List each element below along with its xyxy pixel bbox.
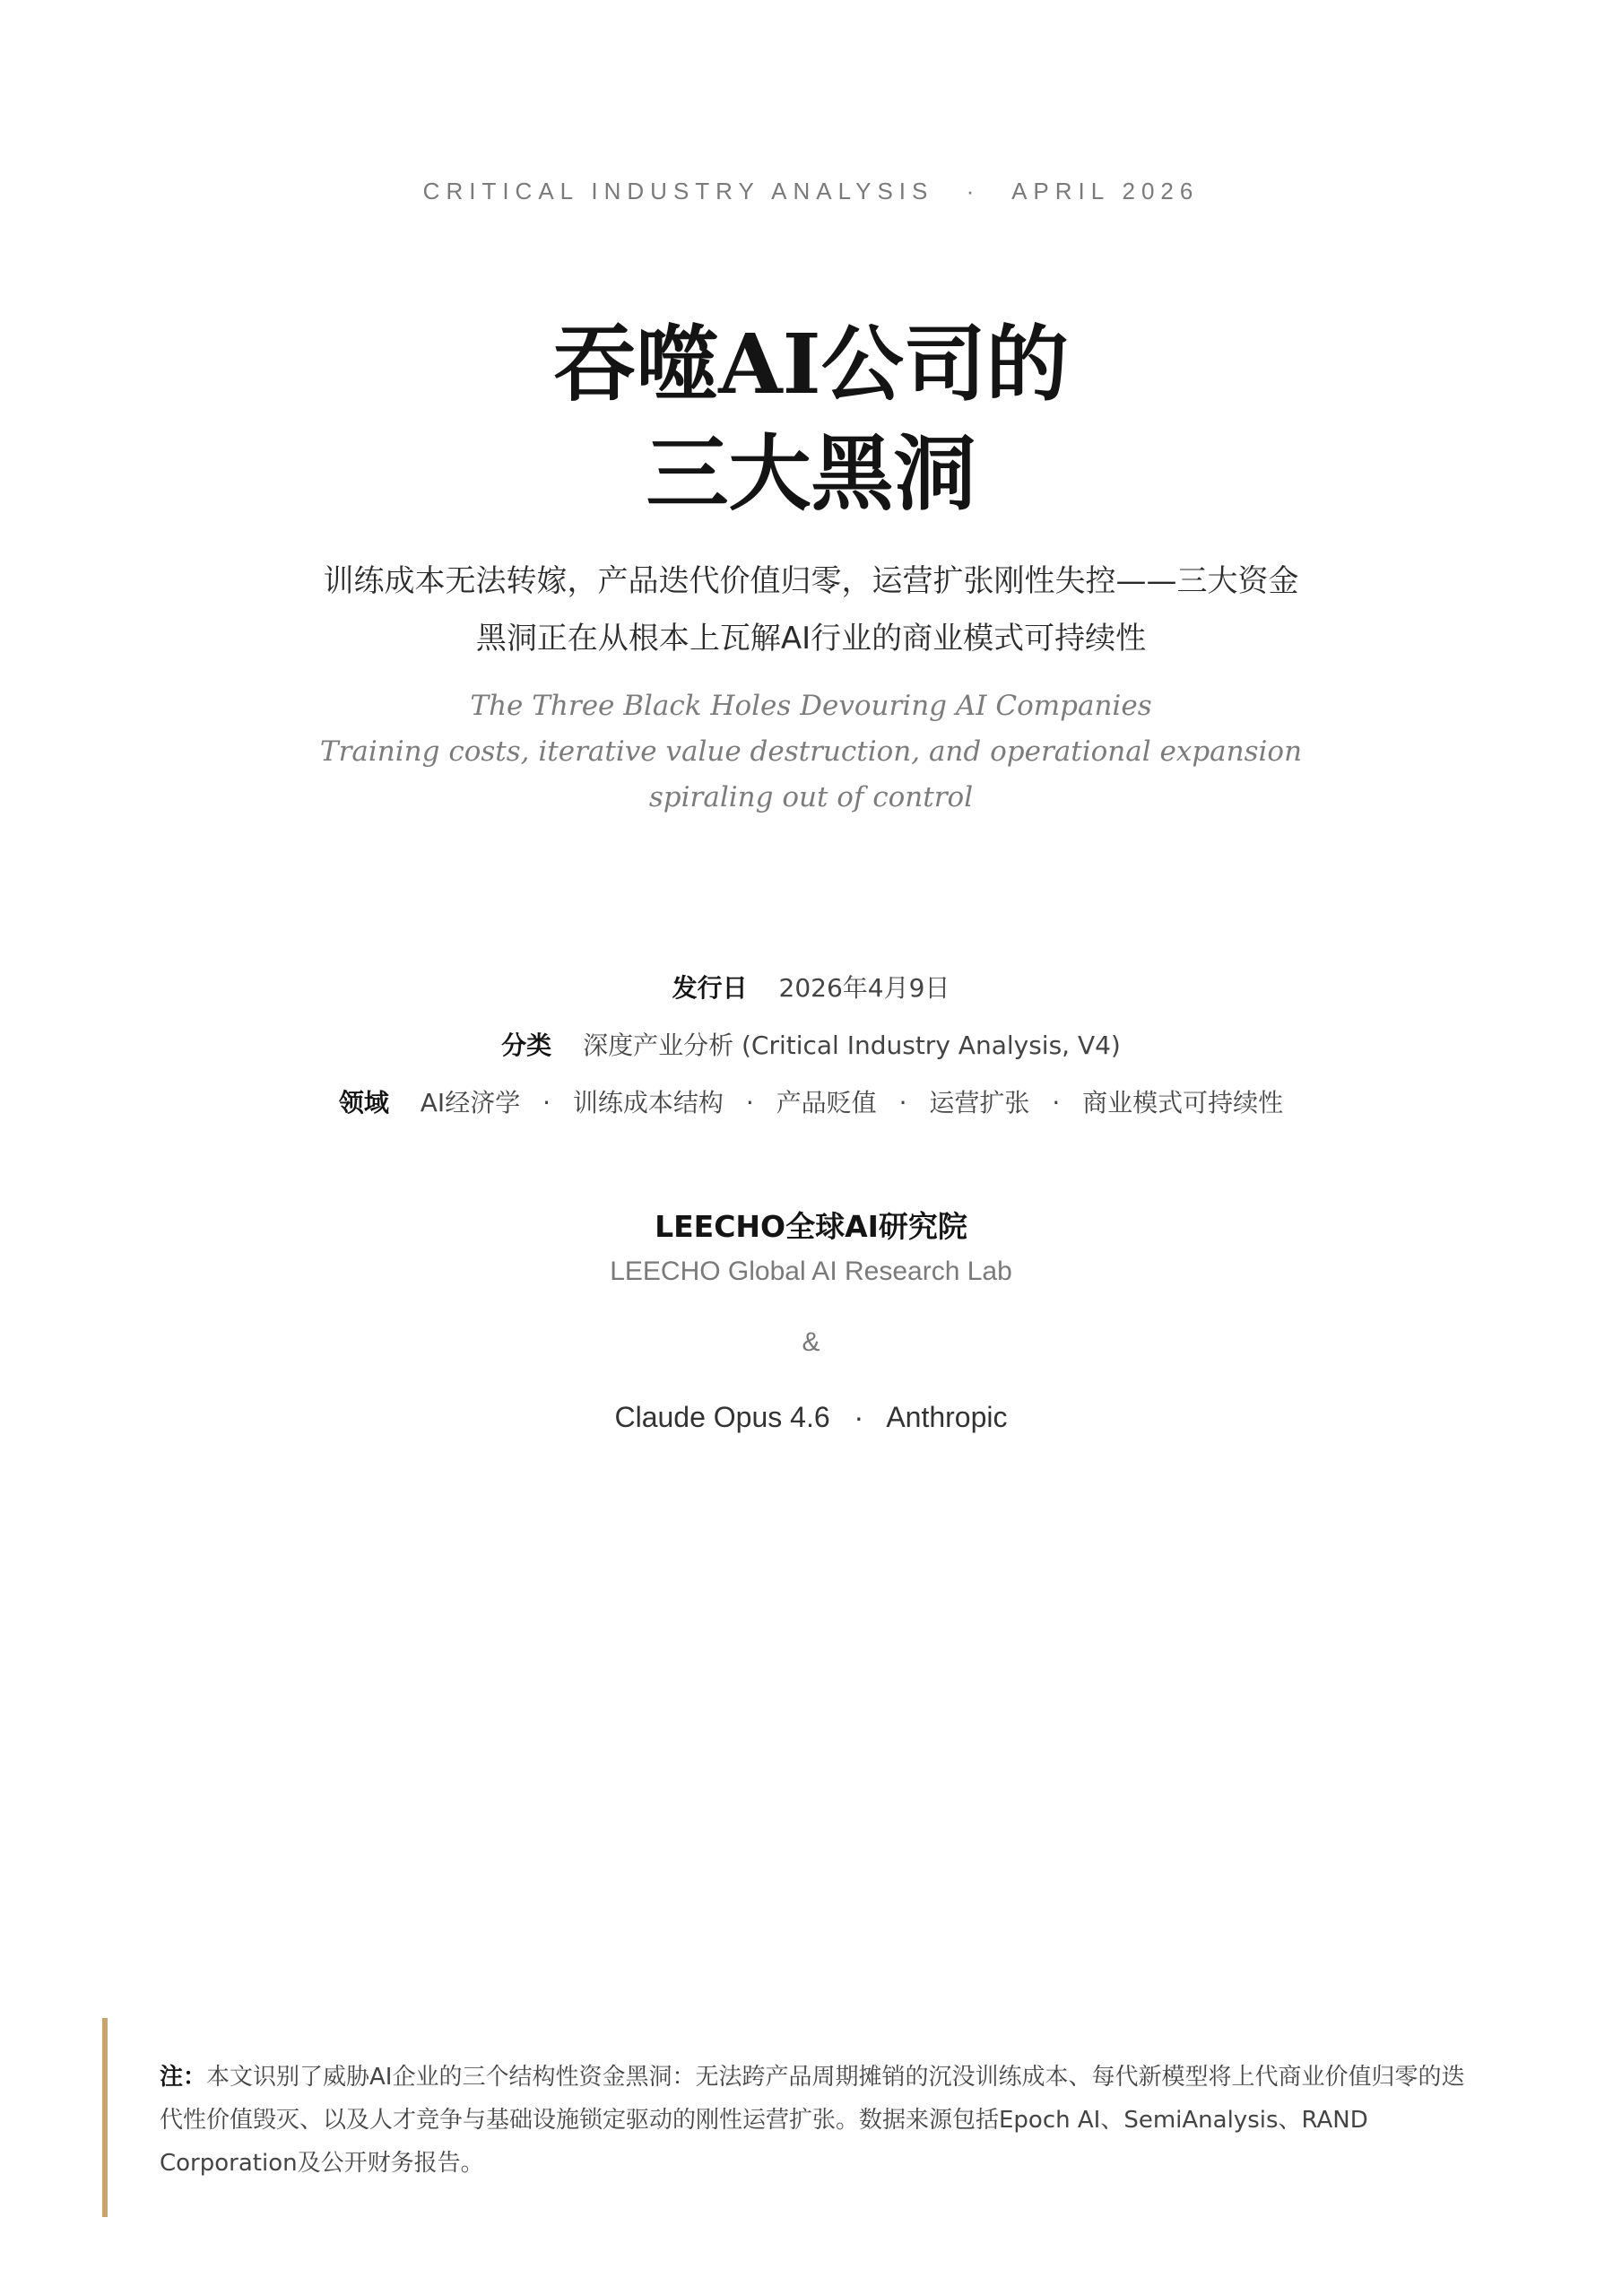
metadata-block (0, 960, 1622, 1132)
kicker-date: APRIL 2026 (1011, 178, 1200, 204)
meta-date-value: 2026年4月9日 (778, 973, 950, 1003)
title-line-1: 吞噬AI公司的 (553, 316, 1069, 413)
meta-row-date (0, 960, 1622, 1017)
collaborator-company: Anthropic (886, 1401, 1008, 1433)
kicker-category: CRITICAL INDUSTRY ANALYSIS (422, 178, 934, 204)
meta-domain-item: 商业模式可持续性 (1082, 1088, 1284, 1118)
collaborator-line (0, 1401, 1622, 1434)
note-label: 注： (160, 2064, 207, 2091)
meta-category-label: 分类 (501, 1031, 552, 1060)
organization-name-english: LEECHO Global AI Research Lab (610, 1257, 1012, 1286)
collaborator-separator: · (854, 1401, 864, 1433)
meta-date-label: 发行日 (672, 973, 748, 1003)
meta-domain-dot: · (542, 1088, 551, 1118)
kicker-separator: · (966, 178, 981, 204)
meta-domain-item: 训练成本结构 (572, 1088, 724, 1118)
meta-domain-label: 领域 (338, 1088, 389, 1118)
subtitle-english-line-2: Training costs, iterative value destruction, and operational expansion spiraling out of control (319, 735, 1303, 813)
organization-name-chinese: LEECHO全球AI研究院 (655, 1209, 967, 1244)
meta-domain-dot: · (898, 1088, 907, 1118)
meta-domain-item: 运营扩张 (929, 1088, 1030, 1118)
note-body (160, 2056, 1474, 2185)
organization-block (0, 1202, 1622, 1292)
meta-row-domain (0, 1074, 1622, 1132)
meta-domain-dot: · (1052, 1088, 1061, 1118)
meta-row-category (0, 1017, 1622, 1074)
title-line-2: 三大黑洞 (646, 425, 976, 522)
meta-category-value: 深度产业分析 (Critical Industry Analysis, V4) (583, 1031, 1121, 1060)
subtitle-chinese: 训练成本无法转嫁，产品迭代价值归零，运营扩张刚性失控——三大资金黑洞正在从根本上瓦解AI行业的商业模式可持续性 (323, 563, 1299, 657)
subtitle-english-line-1: The Three Black Holes Devouring AI Companies (470, 690, 1152, 722)
collaborator-model: Claude Opus 4.6 (614, 1401, 830, 1433)
ampersand: & (802, 1327, 820, 1357)
meta-domain-item: AI经济学 (420, 1088, 521, 1118)
report-kicker (0, 178, 1622, 205)
meta-domain-item: 产品贬值 (776, 1088, 877, 1118)
page-title (0, 309, 1622, 528)
meta-domain-dot: · (745, 1088, 754, 1118)
subtitle-english (317, 683, 1305, 821)
note-callout (102, 2018, 1474, 2217)
note-text: 本文识别了威胁AI企业的三个结构性资金黑洞：无法跨产品周期摊销的沉没训练成本、每代新模型将上代商业价值归零的迭代性价值毁灭、以及人才竞争与基础设施锁定驱动的刚性运营扩张。数据来源包括Epoch AI、SemiAnalysis、RAND Corporation及公开财务报告。 (160, 2064, 1465, 2177)
